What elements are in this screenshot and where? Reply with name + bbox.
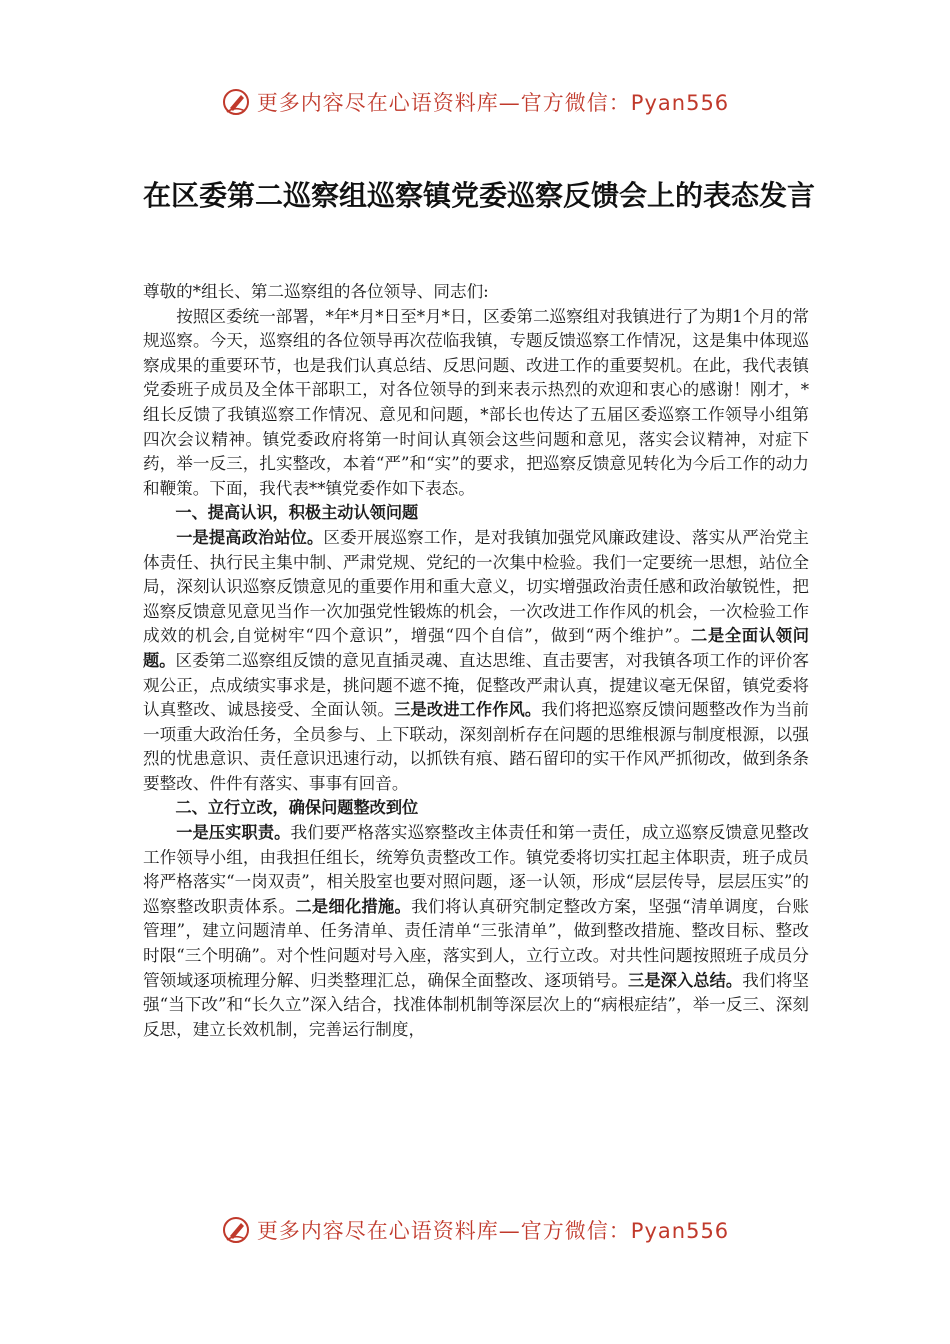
point-lead: 一是提高政治站位。 [176, 527, 324, 547]
point-text: 区委开展巡察工作，是对我镇加强党风廉政建设、落实从严治党主体责任、执行民主集中制、严肃党规、党纪的一次集中检验。我们一定要统一思想，站位全局，深刻认识巡察反馈意见的重要作用和重大意义，切实增强政治责任感和政治敏锐性，把巡察反馈意见意见当作一次加强党性锻炼的机会，一次改进工作作风的机会，一次检验工作成效的机会,自觉树牢“四个意识”，增强“四个自信”，做到“两个维护”。 [143, 527, 809, 646]
section-heading-2: 二、立行立改，确保问题整改到位 [175, 798, 419, 818]
point-text: 区委第二巡察组反馈的意见直插灵魂、直达思维、直击要害，对我镇各项工作的评价客观公正，点成绩实事求是，挑问题不遮不掩，促整改严肃认真，提建议毫无保留，镇党委将认真整改、诚恳接受、全面认领。 [143, 650, 810, 720]
point-text: 我们将坚强“当下改”和“长久立”深入结合，找准体制机制等深层次上的“病根症结”，举一反三、深刻反思，建立长效机制，完善运行制度， [143, 970, 810, 1039]
pen-signature-logo-icon [221, 1215, 251, 1245]
point-lead: 一是压实职责。 [176, 823, 291, 843]
watermark-text: 更多内容尽在心语资料库—官方微信：Pyan556 [256, 1219, 730, 1243]
document-title: 在区委第二巡察组巡察镇党委巡察反馈会上的表态发言 [143, 179, 816, 212]
point-text: 我们将把巡察反馈问题整改作为当前一项重大政治任务，全员参与、上下联动，深刻剖析存在问题的思维根源与制度根源，以强烈的忧患意识、责任意识迅速行动，以抓铁有痕、踏石留印的实干作风严抓彻改，做到条条要整改、件件有落实、事事有回音。 [143, 700, 810, 793]
point-text: 我们将认真研究制定整改方案，坚强“清单调度，台账管理”，建立问题清单、任务清单、责任清单“三张清单”，做到整改措施、整改目标、整改时限“三个明确”。对个性问题对号入座，落实到人，立行立改。对共性问题按照班子成员分管领域逐项梳理分解、归类整理汇总，确保全面整改、逐项销号。 [143, 896, 810, 990]
point-lead: 三是深入总结。 [628, 970, 743, 990]
salutation: 尊敬的*组长、第二巡察组的各位领导、同志们: [143, 282, 489, 301]
point-lead: 二是细化措施。 [295, 896, 412, 916]
watermark-text: 更多内容尽在心语资料库—官方微信：Pyan556 [256, 91, 730, 115]
document-body [143, 280, 809, 1042]
intro-paragraph: 按照区委统一部署，*年*月*日至*月*日，区委第二巡察组对我镇进行了为期1个月的常规巡察。今天，巡察组的各位领导再次莅临我镇，专题反馈巡察工作情况，这是集中体现巡察成果的重要环节，也是我们认真总结、反思问题、改进工作的重要契机。在此，我代表镇党委班子成员及全体干部职工，对各位领导的到来表示热烈的欢迎和衷心的感谢！刚才，*组长反馈了我镇巡察工作情况、意见和问题，*部长也传达了五届区委巡察工作领导小组第四次会议精神。镇党委政府将第一时间认真领会这些问题和意见，落实会议精神，对症下药，举一反三，扎实整改，本着“严”和“实”的要求，把巡察反馈意见转化为今后工作的动力和鞭策。下面，我代表**镇党委作如下表态。 [143, 306, 810, 498]
watermark-banner-bottom [0, 1210, 950, 1250]
pen-signature-logo-icon [221, 87, 251, 117]
section-heading-1: 一、提高认识，积极主动认领问题 [175, 503, 419, 523]
point-text: 我们要严格落实巡察整改主体责任和第一责任，成立巡察反馈意见整改工作领导小组，由我担任组长，统筹负责整改工作。镇党委将切实扛起主体职责，班子成员将严格落实“一岗双责”，相关股室也要对照问题，逐一认领，形成“层层传导，层层压实”的巡察整改职责体系。 [143, 823, 810, 916]
section2-paragraph [143, 821, 809, 1042]
watermark-banner-top [0, 82, 950, 122]
section1-paragraph [143, 526, 809, 797]
point-lead: 三是改进工作作风。 [394, 700, 542, 720]
point-lead: 二是全面认领问题。 [143, 626, 809, 670]
